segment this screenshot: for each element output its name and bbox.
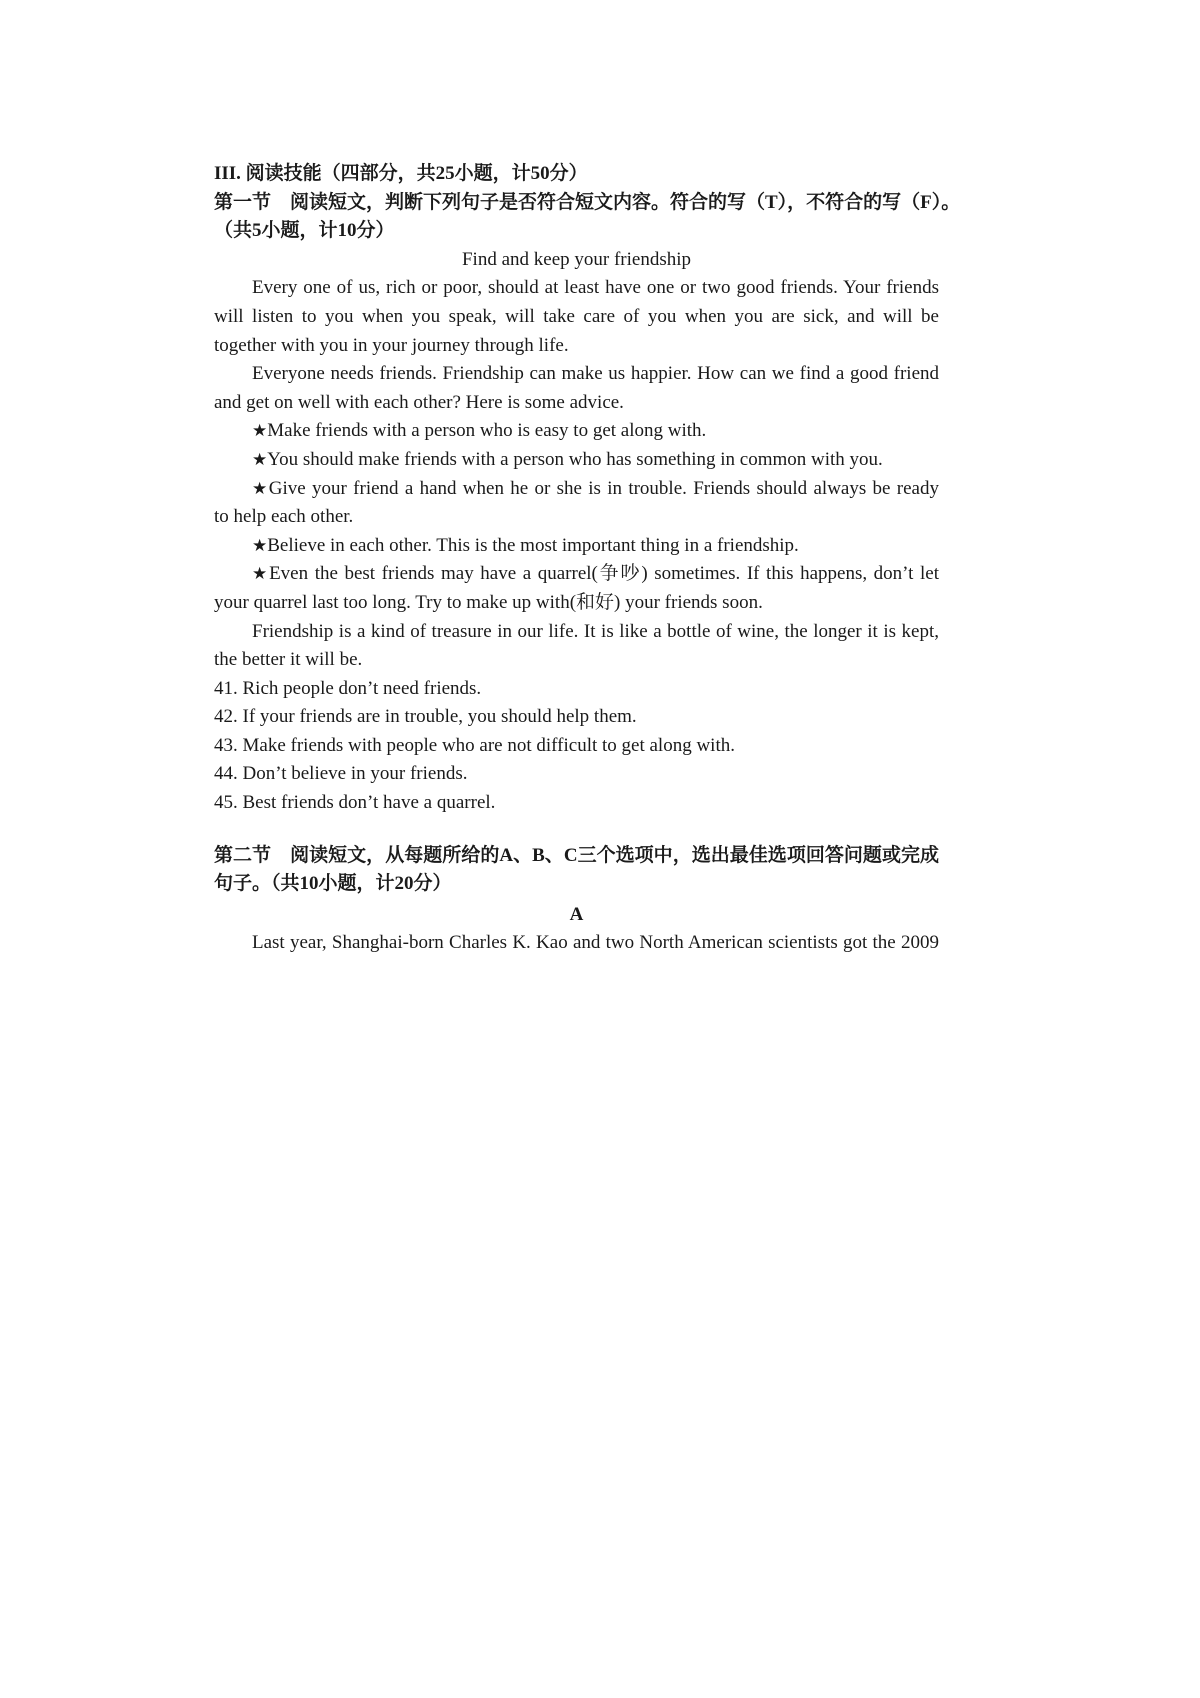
star-icon: ★ bbox=[252, 535, 268, 556]
advice-text: Even the best friends may have a quarrel(争吵) sometimes. If this happens, don’t let bbox=[269, 563, 939, 585]
question-45: 45. Best friends don’t have a quarrel. bbox=[214, 792, 496, 814]
question-44: 44. Don’t believe in your friends. bbox=[214, 763, 468, 785]
part1-instruction-line2: （共5小题，计10分） bbox=[214, 220, 395, 242]
part1 bbox=[214, 189, 961, 818]
star-icon: ★ bbox=[252, 478, 269, 499]
paragraph-line: the better it will be. bbox=[214, 649, 363, 671]
paragraph-3 bbox=[214, 618, 939, 675]
passage-title: Find and keep your friendship bbox=[461, 248, 691, 270]
advice-item bbox=[214, 560, 939, 589]
paragraph-line: will listen to you when you speak, will take care of you when you are sick, and will be bbox=[214, 305, 939, 327]
question-list bbox=[214, 675, 939, 818]
paragraph-line: and get on well with each other? Here is some advice. bbox=[214, 391, 624, 413]
exam-page bbox=[214, 160, 961, 958]
part1-instruction-line1: 第一节 阅读短文，判断下列句子是否符合短文内容。符合的写（T），不符合的写（F）。 bbox=[214, 191, 961, 213]
section-header: III. 阅读技能（四部分，共25小题，计50分） bbox=[214, 163, 588, 184]
advice-text: You should make friends with a person who has something in common with you. bbox=[267, 448, 883, 470]
paragraph-line: Every one of us, rich or poor, should at least have one or two good friends. Your friends bbox=[252, 277, 939, 299]
star-icon: ★ bbox=[252, 564, 270, 585]
passage-letter: A bbox=[569, 903, 584, 925]
part2-instruction-line2: 句子。（共10小题，计20分） bbox=[214, 873, 452, 895]
passage-a-line: Last year, Shanghai-born Charles K. Kao and two North American scientists got the 2009 bbox=[252, 932, 939, 954]
question-42: 42. If your friends are in trouble, you should help them. bbox=[214, 706, 637, 728]
advice-item bbox=[214, 417, 939, 446]
advice-text: Make friends with a person who is easy to get along with. bbox=[267, 420, 707, 442]
part2-instruction-line1: 第二节 阅读短文，从每题所给的A、B、C三个选项中，选出最佳选项回答问题或完成 bbox=[214, 844, 939, 866]
star-icon: ★ bbox=[252, 449, 268, 470]
paragraph-line: together with you in your journey through life. bbox=[214, 334, 569, 356]
paragraph-2 bbox=[214, 360, 939, 417]
paragraph-line: Friendship is a kind of treasure in our life. It is like a bottle of wine, the longer it is kept, bbox=[252, 620, 939, 642]
advice-item bbox=[214, 475, 939, 504]
advice-item-continuation: to help each other. bbox=[214, 506, 354, 528]
question-43: 43. Make friends with people who are not difficult to get along with. bbox=[214, 734, 735, 756]
part2 bbox=[214, 842, 939, 958]
advice-text: Believe in each other. This is the most important thing in a friendship. bbox=[267, 534, 799, 556]
advice-text: Give your friend a hand when he or she is in trouble. Friends should always be ready bbox=[268, 477, 939, 499]
star-icon: ★ bbox=[252, 421, 268, 442]
advice-list bbox=[214, 417, 939, 617]
paragraph-1 bbox=[214, 274, 939, 360]
advice-item bbox=[214, 446, 939, 475]
advice-item bbox=[214, 532, 939, 561]
advice-item-continuation: your quarrel last too long. Try to make up with(和好) your friends soon. bbox=[214, 591, 763, 613]
question-41: 41. Rich people don’t need friends. bbox=[214, 677, 482, 699]
paragraph-line: Everyone needs friends. Friendship can make us happier. How can we find a good friend bbox=[252, 363, 939, 385]
